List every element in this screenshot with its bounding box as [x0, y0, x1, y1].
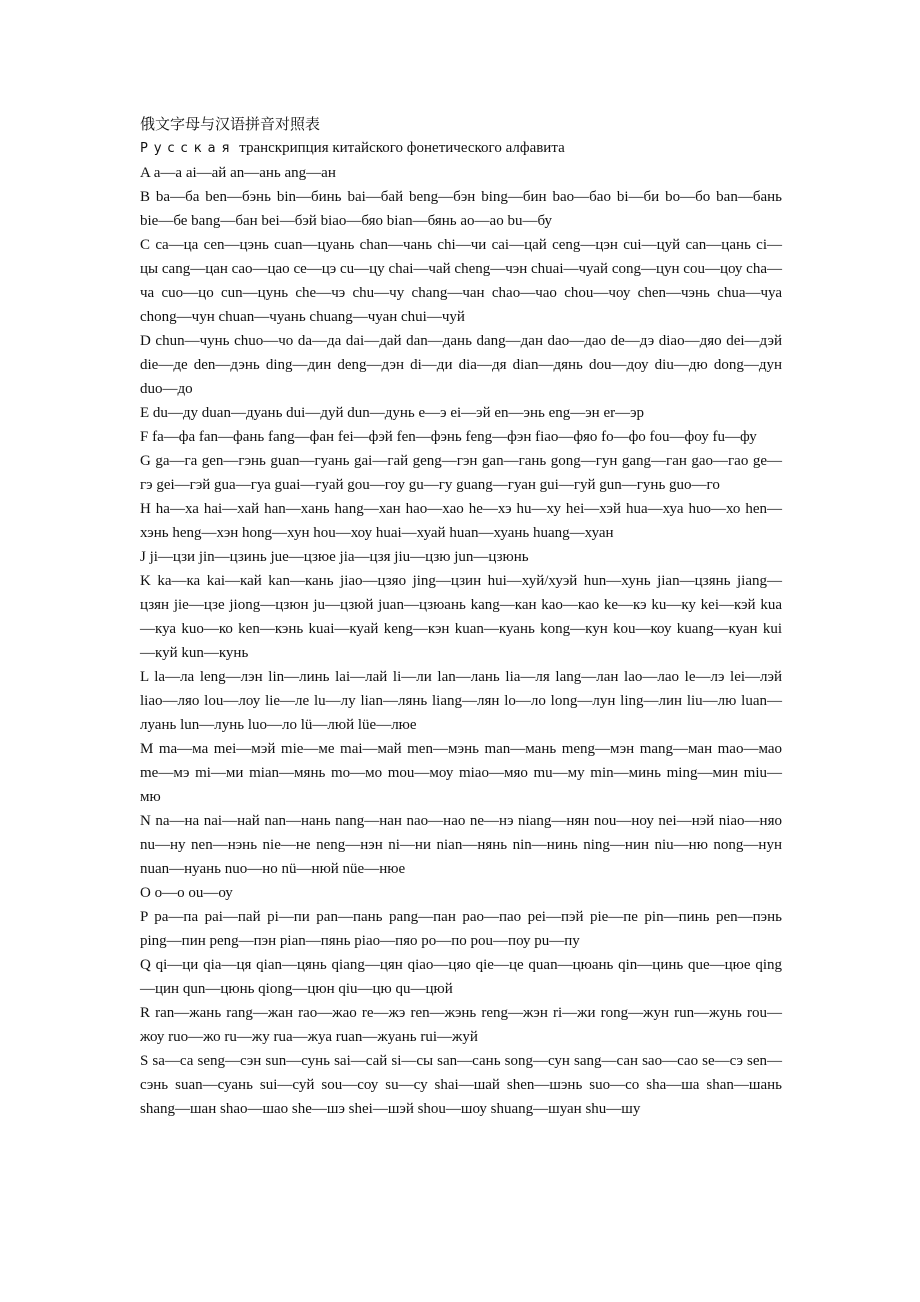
subtitle-spaced-word: Русская — [140, 141, 236, 156]
letter-group-entry: E du—ду duan—дуань dui—дуй dun—дунь e—э ei—эй en—энь eng—эн er—эр — [140, 405, 645, 421]
letter-group-entry: S sa—са seng—сэн sun—сунь sai—сай si—сы san—сань song—сун sang—сан sao—сао se—сэ sen—сэнь suan—суань sui—суй sou—соу su—су shai—шай shen—шэнь suo—со sha—ша shan—шань shang—шан shao—шао she—шэ shei—шэй shou—шоу shuang—шуан shu—шу — [140, 1053, 782, 1117]
letter-group-entry: L la—ла leng—лэн lin—линь lai—лай li—ли lan—лань lia—ля lang—лан lao—лао le—лэ lei—лэй liao—ляо lou—лоу lie—ле lu—лу lian—лянь liang—лян lo—ло long—лун ling—лин liu—лю luan—луань lun—лунь luo—ло lü—люй lüe—люе — [140, 669, 782, 733]
letter-group-entry: O o—о ou—оу — [140, 885, 233, 901]
letter-group-entry: K ka—ка kai—кай kan—кань jiao—цзяо jing—цзин hui—хуй/хуэй hun—хунь jian—цзянь jiang—цзян jie—цзе jiong—цзюн ju—цзюй juan—цзюань kang—кан kao—као ke—кэ ku—ку kei—кэй kua—куа kuo—ко ken—кэнь kuai—куай keng—кэн kuan—куань kong—кун kou—коу kuang—куан kui—куй kun—кунь — [140, 573, 782, 661]
letter-group-entry: C ca—ца cen—цэнь cuan—цуань chan—чань chi—чи cai—цай ceng—цэн cui—цуй can—цань ci—цы cang—цан cao—цао ce—цэ cu—цу chai—чай cheng—чэн chuai—чуай cong—цун cou—цоу cha—ча cuo—цо cun—цунь che—чэ chu—чу chang—чан chao—чао chou—чоу chen—чэнь chua—чуа chong—чун chuan—чуань chuang—чуан chui—чуй — [140, 237, 782, 325]
subtitle-rest: транскрипция китайского фонетического алфавита — [235, 140, 565, 156]
letter-group-entry: G ga—га gen—гэнь guan—гуань gai—гай geng—гэн gan—гань gong—гун gang—ган gao—гао ge—гэ gei—гэй gua—гуа guai—гуай gou—гоу gu—гу guang—гуан gui—гуй gun—гунь guo—го — [140, 453, 782, 493]
letter-group-entry: B ba—ба ben—бэнь bin—бинь bai—бай beng—бэн bing—бин bao—бао bi—би bo—бо ban—бань bie—бе bang—бан bei—бэй biao—бяо bian—бянь ao—ао bu—бу — [140, 189, 782, 229]
document-title: 俄文字母与汉语拼音对照表 — [140, 115, 321, 133]
document-page — [140, 112, 782, 1121]
letter-group-entry: P pa—па pai—пай pi—пи pan—пань pang—пан pao—пао pei—пэй pie—пе pin—пинь pen—пэнь ping—пин peng—пэн pian—пянь piao—пяо po—по pou—поу pu—пу — [140, 909, 782, 949]
letter-group-entry: H ha—ха hai—хай han—хань hang—хан hao—хао he—хэ hu—ху hei—хэй hua—хуа huo—хо hen—хэнь heng—хэн hong—хун hou—хоу huai—хуай huan—хуань huang—хуан — [140, 501, 782, 541]
letter-group-entry: A a—а ai—ай an—ань ang—ан — [140, 165, 336, 181]
letter-group-entry: J ji—цзи jin—цзинь jue—цзюе jia—цзя jiu—цзю jun—цзюнь — [140, 549, 529, 565]
letter-group-entry: F fa—фа fan—фань fang—фан fei—фэй fen—фэнь feng—фэн fiao—фяо fo—фо fou—фоу fu—фу — [140, 429, 757, 445]
letter-group-entry: R ran—жань rang—жан rao—жао re—жэ ren—жэнь reng—жэн ri—жи rong—жун run—жунь rou—жоу ruo—жо ru—жу rua—жуа ruan—жуань rui—жуй — [140, 1005, 782, 1045]
letter-group-entry: D chun—чунь chuo—чо da—да dai—дай dan—дань dang—дан dao—дао de—дэ diao—дяо dei—дэй die—де den—дэнь ding—дин deng—дэн di—ди dia—дя dian—дянь dou—доу diu—дю dong—дун duo—до — [140, 333, 782, 397]
document-subtitle — [140, 136, 782, 161]
letter-group-entry: N na—на nai—най nan—нань nang—нан nao—нао ne—нэ niang—нян nou—ноу nei—нэй niao—няо nu—ну nen—нэнь nie—не neng—нэн ni—ни nian—нянь nin—нинь ning—нин niu—ню nong—нун nuan—нуань nuo—но nü—нюй nüe—нюе — [140, 813, 782, 877]
letter-group-entry: Q qi—ци qia—ця qian—цянь qiang—цян qiao—цяо qie—це quan—цюань qin—цинь que—цюе qing—цин qun—цюнь qiong—цюн qiu—цю qu—цюй — [140, 957, 782, 997]
transcription-table — [140, 161, 782, 1121]
letter-group-entry: M ma—ма mei—мэй mie—ме mai—май men—мэнь man—мань meng—мэн mang—ман mao—мао me—мэ mi—ми mian—мянь mo—мо mou—моу miao—мяо mu—му min—минь ming—мин miu—мю — [140, 741, 782, 805]
